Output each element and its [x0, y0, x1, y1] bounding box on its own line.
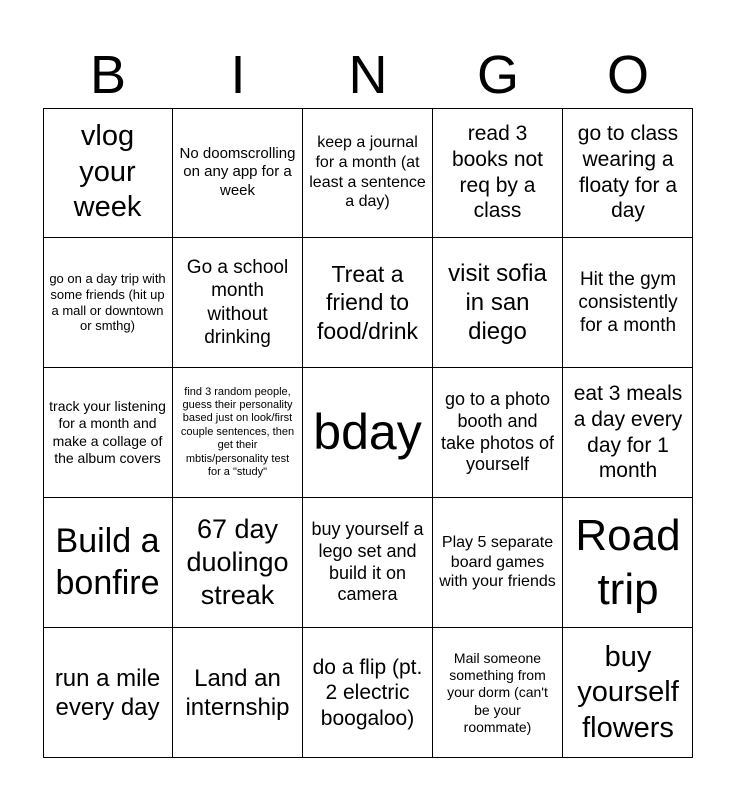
bingo-cell-text: vlog your week	[73, 120, 142, 224]
bingo-cell[interactable]	[173, 108, 303, 238]
bingo-cell[interactable]	[563, 628, 693, 758]
bingo-cell-text: 67 day duolingo streak	[186, 514, 289, 610]
bingo-cell-text: buy yourself a lego set and build it on camera	[311, 518, 424, 605]
bingo-cell-text: Play 5 separate board games with your friends	[439, 534, 556, 591]
bingo-cell-text: go to class wearing a floaty for a day	[577, 122, 679, 223]
bingo-cell[interactable]	[43, 368, 173, 498]
bingo-cell-text: find 3 random people, guess their personality based just on look/first couple sentences, then get their mbtis/personality test for a "study"	[180, 385, 295, 479]
bingo-cell-text: No doomscrolling on any app for a week	[179, 145, 296, 199]
bingo-cell[interactable]	[563, 498, 693, 628]
bingo-cell-text: read 3 books not req by a class	[451, 122, 544, 223]
bingo-cell-text: Hit the gym consistently for a month	[578, 268, 678, 337]
bingo-cell-text: Road trip	[575, 510, 681, 614]
bingo-cell-text: go on a day trip with some friends (hit up a mall or downtown or smthg)	[49, 270, 166, 334]
header-letter-b: B	[89, 45, 127, 105]
bingo-cell[interactable]	[303, 108, 433, 238]
bingo-cell[interactable]	[303, 368, 433, 498]
bingo-cell[interactable]	[173, 368, 303, 498]
bingo-cell[interactable]	[303, 238, 433, 368]
bingo-cell[interactable]	[173, 628, 303, 758]
bingo-cell-text: keep a journal for a month (at least a sentence a day)	[309, 134, 426, 211]
bingo-cell-text: do a flip (pt. 2 electric boogaloo)	[312, 655, 423, 730]
bingo-cell-text: track your listening for a month and make a collage of the album covers	[49, 398, 166, 466]
bingo-cell[interactable]	[43, 108, 173, 238]
bingo-cell[interactable]	[43, 498, 173, 628]
bingo-cell-text: Go a school month without drinking	[186, 257, 289, 348]
bingo-cell[interactable]	[43, 238, 173, 368]
bingo-grid	[43, 108, 693, 758]
bingo-cell[interactable]	[173, 238, 303, 368]
bingo-cell[interactable]	[433, 498, 563, 628]
bingo-cell[interactable]	[303, 498, 433, 628]
bingo-cell-text: eat 3 meals a day every day for 1 month	[573, 382, 683, 483]
bingo-cell-text: go to a photo booth and take photos of yourself	[440, 388, 555, 475]
bingo-cell[interactable]	[433, 368, 563, 498]
bingo-cell[interactable]	[563, 108, 693, 238]
bingo-cell-text: Treat a friend to food/drink	[316, 261, 418, 344]
bingo-cell[interactable]	[173, 498, 303, 628]
bingo-cell[interactable]	[303, 628, 433, 758]
bingo-cell[interactable]	[43, 628, 173, 758]
bingo-cell-text: Mail someone something from your dorm (can't be your roommate)	[447, 650, 548, 735]
bingo-cell-text: bday	[313, 404, 422, 460]
bingo-cell-text: visit sofia in san diego	[448, 259, 547, 346]
bingo-cell-text: Land an internship	[185, 664, 290, 721]
bingo-cell[interactable]	[433, 108, 563, 238]
bingo-cell[interactable]	[433, 238, 563, 368]
bingo-cell[interactable]	[563, 238, 693, 368]
bingo-cell[interactable]	[563, 368, 693, 498]
header-letter-g: G	[476, 45, 519, 105]
bingo-header	[43, 42, 693, 108]
header-letter-o: O	[606, 45, 649, 105]
bingo-cell-text: Build a bonfire	[55, 522, 160, 602]
bingo-cell-text: run a mile every day	[54, 664, 161, 721]
bingo-cell-text: buy yourself flowers	[577, 640, 679, 744]
header-letter-n: N	[348, 45, 388, 105]
bingo-cell[interactable]	[433, 628, 563, 758]
header-letter-i: I	[230, 45, 246, 105]
